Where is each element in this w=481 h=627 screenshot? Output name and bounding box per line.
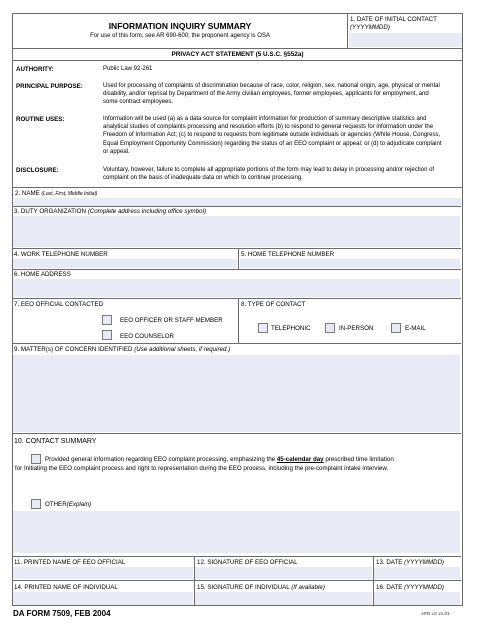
date-initial-contact-format: (YYYYMMDD) xyxy=(350,24,390,31)
eeo-counselor-checkbox[interactable] xyxy=(102,330,112,340)
routine-uses-text: Information will be used (a) as a data source for complaint information for production of summary descriptive statistics and analytical studies of complaints processing and resolution efforts (b) to respond to general requests for information under the Freedom of Information Act; (c) to respond to requests from legitimate outside individuals or agencies (White House, Congress, Equal Employment Opportunity Commission) regarding the status of an EEO complaint or appeal; or (d) to adjudicate complaint or appeal. xyxy=(103,116,442,155)
form-title: INFORMATION INQUIRY SUMMARY xyxy=(108,21,252,31)
individual-signature-label: 15. SIGNATURE OF INDIVIDUAL (If available) xyxy=(197,584,325,591)
disclosure-text: Voluntary, however, failure to complete all appropriate portions of the form may lead to delay in processing and/or rejection of complaint on the basis of inadequate data on which to continue processing. xyxy=(103,167,435,182)
in-person-checkbox[interactable] xyxy=(325,323,335,333)
eeo-official-name-label: 11. PRINTED NAME OF EEO OFFICIAL xyxy=(14,559,126,566)
contact-type-label: 8. TYPE OF CONTACT xyxy=(241,301,306,308)
form-subtitle: For use of this form, see AR 690-600; the proponent agency is OSA xyxy=(90,33,270,39)
home-address-label: 6. HOME ADDRESS xyxy=(14,271,71,278)
eeo-counselor-label: EEO COUNSELOR xyxy=(120,333,174,340)
email-label: E-MAIL xyxy=(405,325,426,332)
other-checkbox[interactable] xyxy=(31,499,41,509)
telephonic-label: TELEPHONIC xyxy=(271,325,311,332)
work-phone-field[interactable] xyxy=(13,259,237,268)
eeo-officer-checkbox[interactable] xyxy=(102,315,112,325)
form-lower xyxy=(12,13,463,606)
duty-organization-label: 3. DUTY ORGANIZATION (Complete address including office symbol) xyxy=(14,208,207,215)
privacy-act-heading: PRIVACY ACT STATEMENT (5 U.S.C. §552a) xyxy=(171,51,304,58)
telephonic-checkbox[interactable] xyxy=(258,323,268,333)
other-explain-field[interactable] xyxy=(13,511,460,553)
other-label: OTHER(Explain) xyxy=(45,501,92,508)
contact-summary-label: 10. CONTACT SUMMARY xyxy=(14,438,97,445)
individual-name-label: 14. PRINTED NAME OF INDIVIDUAL xyxy=(14,584,118,591)
home-phone-field[interactable] xyxy=(240,259,460,268)
summary-text-line1: Provided general information regarding EEO complaint processing, emphasizing the 45-calendar day prescribed time limitation xyxy=(45,456,394,463)
date-13-label: 13. DATE (YYYYMMDD) xyxy=(376,559,444,566)
principal-purpose-label: PRINCIPAL PURPOSE: xyxy=(16,83,83,90)
individual-name-field[interactable] xyxy=(13,592,193,605)
general-info-checkbox[interactable] xyxy=(31,454,41,464)
date-16-label: 16. DATE (YYYYMMDD) xyxy=(376,584,444,591)
eeo-official-label: 7. EEO OFFICIAL CONTACTED xyxy=(14,301,104,308)
summary-text-line2: for Initiating the EEO complaint process and right to representation during the EEO process, including the pre-complaint intake interview. xyxy=(15,465,389,472)
duty-organization-field[interactable] xyxy=(13,216,460,247)
authority-text: Public Law 92-261 xyxy=(103,66,153,72)
individual-signature-field[interactable] xyxy=(195,592,372,605)
email-checkbox[interactable] xyxy=(391,323,401,333)
principal-purpose-text: Used for processing of complaints of discrimination because of race, color, religion, sex, national origin, age, physical or mental disability, and/or reprisal by Department of the Army civilian employees, former employees, applicants for employment, and some contract employees. xyxy=(103,83,440,106)
eeo-officer-label: EEO OFFICER OR STAFF MEMBER xyxy=(120,317,223,324)
eeo-official-signature-field[interactable] xyxy=(195,567,372,579)
name-label: 2. NAME (Last, First, Middle Initial) xyxy=(15,190,98,197)
date-13-field[interactable] xyxy=(374,567,460,579)
in-person-label: IN-PERSON xyxy=(339,325,374,332)
eeo-official-signature-label: 12. SIGNATURE OF EEO OFFICIAL xyxy=(197,559,298,566)
home-phone-label: 5. HOME TELEPHONE NUMBER xyxy=(241,251,335,258)
date-16-field[interactable] xyxy=(374,592,460,605)
form-id: DA FORM 7509, FEB 2004 xyxy=(13,609,111,618)
date-initial-contact-label: 1. DATE OF INITIAL CONTACT xyxy=(350,16,437,23)
disclosure-label: DISCLOSURE: xyxy=(16,167,59,174)
work-phone-label: 4. WORK TELEPHONE NUMBER xyxy=(14,251,108,258)
authority-label: AUTHORITY: xyxy=(16,66,54,73)
home-address-field[interactable] xyxy=(13,279,460,297)
form-version: APD LC v1.01 xyxy=(421,611,450,616)
routine-uses-label: ROUTINE USES: xyxy=(16,116,65,123)
matters-label: 9. MATTER(s) OF CONCERN IDENTIFIED (Use additional sheets, if required.) xyxy=(14,346,231,353)
eeo-official-name-field[interactable] xyxy=(13,567,193,579)
matters-field[interactable] xyxy=(13,355,460,432)
